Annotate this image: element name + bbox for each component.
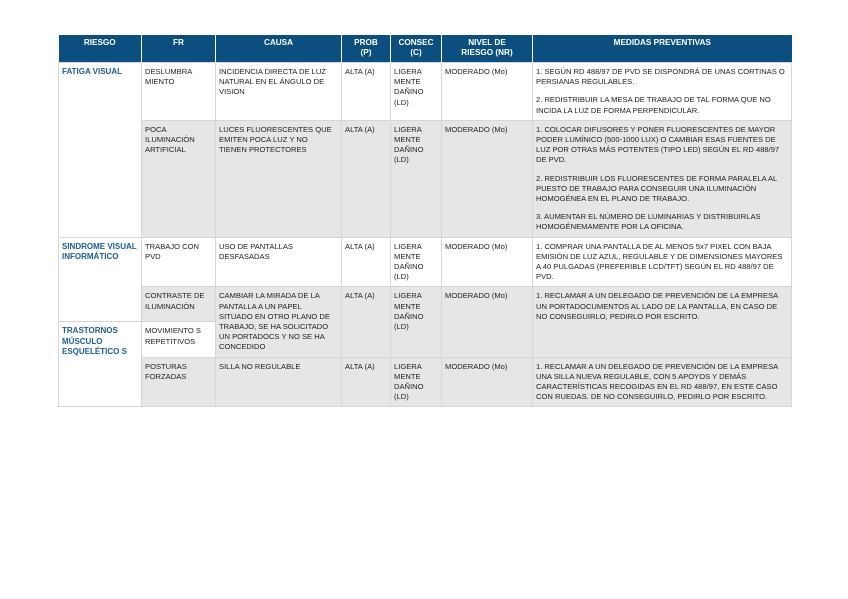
nivel-cell: MODERADO (Mo)	[442, 357, 533, 407]
fr-cell: TRABAJO CON PVD	[142, 237, 216, 287]
prob-cell: ALTA (A)	[342, 287, 391, 357]
fr-cell: DESLUMBRA MIENTO	[142, 63, 216, 121]
medidas-cell	[533, 287, 792, 357]
medida-item: 3. AUMENTAR EL NÚMERO DE LUMINARIAS Y DISTRIBUIRLAS HOMOGÉNEMAMENTE POR LA OFICINA.	[536, 212, 761, 232]
consec-cell: LIGERA MENTE DAÑINO (LD)	[391, 357, 442, 407]
causa-cell: INCIDENCIA DIRECTA DE LUZ NATURAL EN EL ÁNGULO DE VISION	[216, 63, 342, 121]
risk-sindrome-visual: SINDROME VISUAL INFORMÁTICO	[59, 237, 142, 322]
header-fr: FR	[142, 35, 216, 63]
table-row	[59, 237, 792, 287]
risk-trastornos-musculo: TRASTORNOS MÚSCULO ESQUELÉTICO S	[59, 322, 142, 407]
header-row	[59, 35, 792, 63]
medidas-cell	[533, 63, 792, 121]
causa-cell: CAMBIAR LA MIRADA DE LA PANTALLA A UN PAPEL SITUADO EN OTRO PLANO DE TRABAJO, SE HA SOLICITADO UN PORTADOCS Y NO SE HA CONCEDIDO	[216, 287, 342, 357]
medida-item: 1. COLOCAR DIFUSORES Y PONER FLUORESCENTES DE MAYOR PODER LUMÍNICO (500-1000 LUX) O CAMBIAR ESAS FUENTES DE LUZ POR OTRAS MÁS POTENTES (TIPO LED) SEGÚN EL RD 488/97 DE PVD.	[536, 124, 780, 165]
medidas-cell	[533, 237, 792, 287]
nivel-cell: MODERADO (Mo)	[442, 120, 533, 237]
medida-item: 1. RECLAMAR A UN DELEGADO DE PREVENCIÓN DE LA EMPRESA UN PORTADOCUMENTOS AL LADO DE LA PANTALLA, EN CASO DE NO CONSEGUIRLO, PEDIRLO POR ESCRITO.	[536, 291, 778, 321]
consec-cell: LIGERA MENTE DAÑINO (LD)	[391, 63, 442, 121]
header-medidas: MEDIDAS PREVENTIVAS	[533, 35, 792, 63]
table-row	[59, 63, 792, 121]
header-prob-line2: (P)	[360, 48, 372, 57]
consec-cell: LIGERA MENTE DAÑINO (LD)	[391, 287, 442, 357]
header-prob-line1: PROB	[354, 38, 378, 47]
causa-cell: LUCES FLUORESCENTES QUE EMITEN POCA LUZ Y NO TIENEN PROTECTORES	[216, 120, 342, 237]
medidas-cell	[533, 120, 792, 237]
header-consec-line1: CONSEC	[398, 38, 434, 47]
header-nivel	[442, 35, 533, 63]
prob-cell: ALTA (A)	[342, 120, 391, 237]
nivel-cell: MODERADO (Mo)	[442, 237, 533, 287]
medida-item: 2. REDISTRIBUIR LOS FLUORESCENTES DE FORMA PARALELA AL PUESTO DE TRABAJO PARA CONSEGUIR UNA ILUMINACIÓN HOMOGÉNEA EN EL PLANO DE TRABAJO.	[536, 173, 777, 204]
fr-cell: MOVIMIENTO S REPETITIVOS	[142, 322, 216, 357]
causa-cell: SILLA NO REGULABLE	[216, 357, 342, 407]
risk-assessment-table	[58, 35, 792, 407]
nivel-cell: MODERADO (Mo)	[442, 287, 533, 357]
medida-item: 1. SEGÚN RD 488/97 DE PVD SE DISPONDRÁ DE UNAS CORTINAS O PERSIANAS REGULABLES.	[536, 67, 785, 87]
prob-cell: ALTA (A)	[342, 237, 391, 287]
risk-fatiga-visual: FATIGA VISUAL	[59, 63, 142, 238]
consec-cell: LIGERA MENTE DAÑINO (LD)	[391, 237, 442, 287]
header-riesgo: RIESGO	[59, 35, 142, 63]
header-consec	[391, 35, 442, 63]
nivel-cell: MODERADO (Mo)	[442, 63, 533, 121]
table-row	[59, 287, 792, 322]
prob-cell: ALTA (A)	[342, 63, 391, 121]
causa-cell: USO DE PANTALLAS DESFASADAS	[216, 237, 342, 287]
header-consec-line2: (C)	[410, 48, 422, 57]
header-nivel-line2: RIESGO (NR)	[461, 48, 513, 57]
header-causa: CAUSA	[216, 35, 342, 63]
medida-item: 1. RECLAMAR A UN DELEGADO DE PREVENCIÓN DE LA EMPRESA UNA SILLA NUEVA REGULABLE, CON 5 APOYOS Y DEMÁS CARACTERÍSTICAS RECOGIDAS EN EL RD 488/97, EN ESTE CASO CON RUEDAS. DE NO CONSEGUIRLO, PEDIRLO POR ESCRITO.	[536, 361, 778, 402]
fr-cell: POSTURAS FORZADAS	[142, 357, 216, 407]
fr-cell: POCA ILUMINACIÓN ARTIFICIAL	[142, 120, 216, 237]
table-row	[59, 357, 792, 407]
header-nivel-line1: NIVEL DE	[468, 38, 506, 47]
medidas-cell	[533, 357, 792, 407]
header-prob	[342, 35, 391, 63]
consec-cell: LIGERA MENTE DAÑINO (LD)	[391, 120, 442, 237]
fr-cell: CONTRASTE DE ILUMINACIÓN	[142, 287, 216, 322]
medida-item: 1. COMPRAR UNA PANTALLA DE AL MENOS 5x7 PIXEL CON BAJA EMISIÓN DE LUZ AZUL, REGULABLE Y DE DIMENSIONES MAYORES A 40 PULGADAS (PREFERIBLE LCD/TFT) SEGÚN EL RD 488/97 DE PVD.	[536, 241, 783, 282]
medida-item: 2. REDISTRIBUIR LA MESA DE TRABAJO DE TAL FORMA QUE NO INCIDA LA LUZ DE FORMA PERPENDICULAR.	[536, 95, 771, 115]
table-row	[59, 120, 792, 237]
prob-cell: ALTA (A)	[342, 357, 391, 407]
